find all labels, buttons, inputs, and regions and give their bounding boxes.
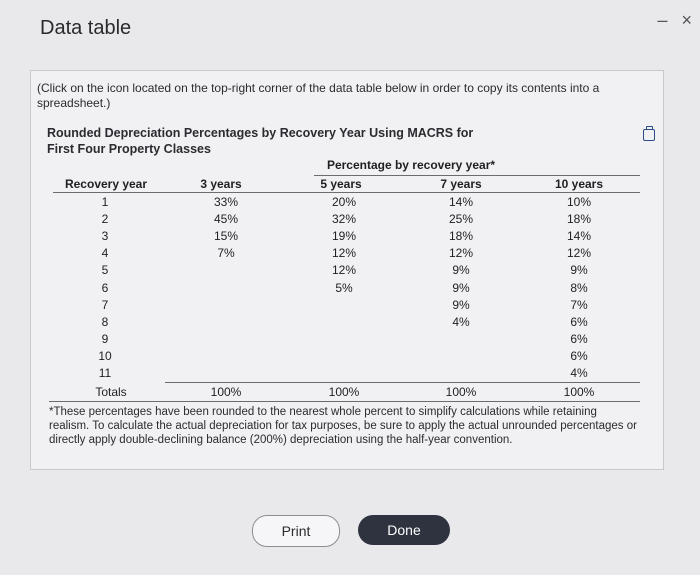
done-button[interactable]: Done	[358, 515, 450, 545]
percentage-cell: 15%	[213, 229, 239, 244]
percentage-cell: 10%	[566, 195, 592, 209]
percentage-cell: 25%	[448, 212, 474, 227]
col-header-10-years: 10 years	[554, 177, 604, 191]
percentage-cell: 12%	[331, 263, 357, 278]
group-header-rule	[314, 175, 640, 176]
percentage-cell: 12%	[566, 246, 592, 261]
col-header-5-years: 5 years	[320, 177, 362, 191]
recovery-year-cell: 3	[101, 229, 109, 244]
recovery-year-cell: 5	[101, 263, 109, 278]
close-button[interactable]: ×	[681, 10, 692, 30]
total-7-years: 100%	[445, 385, 477, 399]
percentage-cell: 9%	[570, 263, 588, 278]
total-3-years: 100%	[210, 385, 242, 399]
recovery-year-cell: 9	[101, 331, 109, 346]
total-5-years: 100%	[328, 385, 360, 399]
percentage-cell: 9%	[452, 280, 470, 295]
percentage-cell: 14%	[448, 195, 474, 209]
percentage-cell: 14%	[566, 229, 592, 244]
percentage-cell: 7%	[570, 297, 588, 312]
percentage-cell: 9%	[452, 263, 470, 278]
percentage-cell: 20%	[331, 195, 357, 209]
window-controls	[643, 10, 692, 31]
recovery-year-cell: 4	[101, 246, 109, 261]
percentage-cell: 9%	[452, 297, 470, 312]
table-title	[47, 125, 473, 157]
totals-rule	[165, 382, 640, 383]
recovery-year-cell: 10	[98, 348, 112, 363]
recovery-year-cell: 8	[101, 314, 109, 329]
group-header: Percentage by recovery year*	[326, 158, 496, 172]
total-10-years: 100%	[563, 385, 595, 399]
percentage-cell: 32%	[331, 212, 357, 227]
table-title-line-2: First Four Property Classes	[47, 142, 211, 156]
percentage-cell: 33%	[213, 195, 239, 209]
percentage-cell: 4%	[570, 366, 588, 380]
print-button[interactable]: Print	[252, 515, 340, 547]
table-title-line-1: Rounded Depreciation Percentages by Recovery Year Using MACRS for	[47, 126, 474, 140]
dialog-title: Data table	[40, 17, 132, 39]
recovery-year-cell: 11	[98, 366, 112, 380]
col-header-7-years: 7 years	[440, 177, 482, 191]
recovery-year-cell: 1	[101, 195, 109, 209]
percentage-cell: 18%	[566, 212, 592, 227]
percentage-cell: 5%	[335, 280, 353, 295]
col-header-recovery-year: Recovery year	[64, 177, 148, 191]
footnote-rule	[49, 401, 640, 402]
percentage-cell: 8%	[570, 280, 588, 295]
percentage-cell: 7%	[217, 246, 235, 261]
header-rule	[53, 192, 640, 193]
percentage-cell: 18%	[448, 229, 474, 244]
percentage-cell: 19%	[331, 229, 357, 244]
recovery-year-cell: 7	[101, 297, 109, 312]
percentage-cell: 12%	[448, 246, 474, 261]
recovery-year-cell: 2	[101, 212, 109, 227]
data-table-panel	[30, 70, 664, 470]
copy-icon[interactable]	[643, 129, 655, 141]
copy-instruction: (Click on the icon located on the top-right corner of the data table below in order to copy its contents into a spreadsheet.)	[37, 81, 600, 110]
recovery-year-cell: 6	[101, 280, 109, 295]
percentage-cell: 45%	[213, 212, 239, 227]
percentage-cell: 6%	[570, 348, 588, 363]
percentage-cell: 12%	[331, 246, 357, 261]
percentage-cell: 6%	[570, 314, 588, 329]
minimize-button[interactable]: –	[657, 10, 668, 30]
percentage-cell: 4%	[452, 314, 470, 329]
totals-label: Totals	[95, 385, 127, 399]
footnote: *These percentages have been rounded to the nearest whole percent to simplify calculations while retaining realism. To calculate the actual depreciation for tax purposes, be sure to apply the actual unrounded percentages or directly apply double-declining balance (200%) depreciation using the half-year convention.	[49, 406, 637, 446]
col-header-3-years: 3 years	[200, 177, 242, 191]
percentage-cell: 6%	[570, 331, 588, 346]
